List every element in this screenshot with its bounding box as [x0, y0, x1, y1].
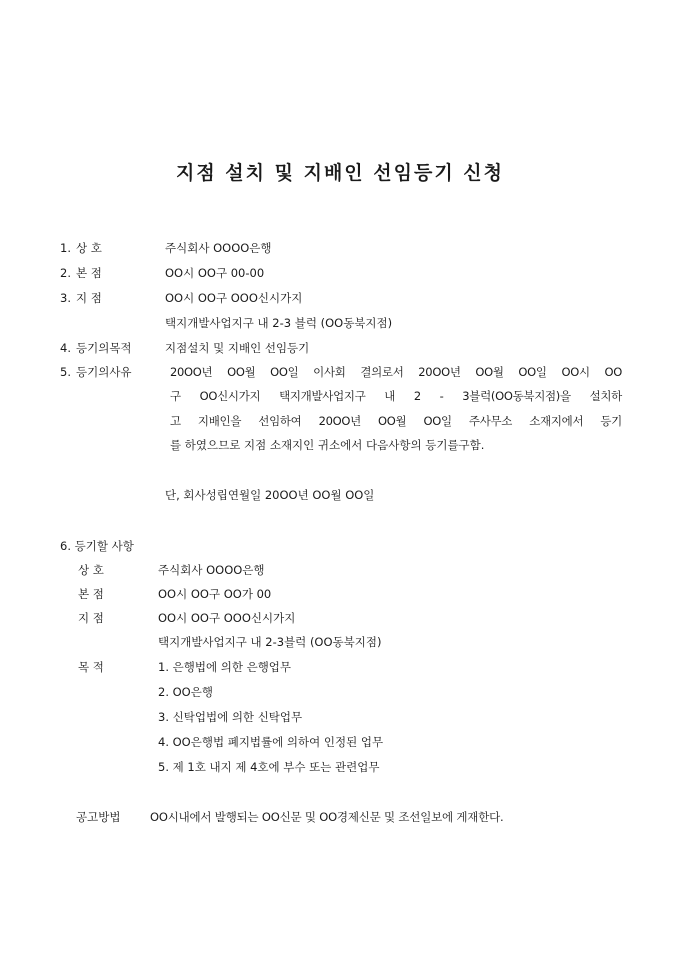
purpose-item: 4. OO은행법 폐지법률에 의하여 인정된 업무	[158, 735, 384, 749]
section-6-branch-label: 지 점	[78, 611, 104, 625]
item-3-value-line-2: 택지개발사업지구 내 2-3 블럭 (OO동북지점)	[165, 316, 393, 330]
item-5-label: 등기의사유	[76, 365, 132, 379]
item-4-value: 지점설치 및 지배인 선임등기	[165, 341, 310, 355]
section-6-purpose-label: 목 적	[78, 660, 104, 674]
section-6-head-office-value: OO시 OO구 OO가 00	[158, 587, 272, 601]
section-6-branch-value-line-2: 택지개발사업지구 내 2-3블럭 (OO동북지점)	[158, 635, 382, 649]
item-3-number: 3.	[60, 291, 71, 305]
section-6-head-office-label: 본 점	[78, 587, 104, 601]
notice-label: 공고방법	[76, 810, 121, 824]
item-5-note: 단, 회사성립연월일 20OO년 OO월 OO일	[165, 488, 375, 502]
item-1-label: 상 호	[76, 241, 102, 255]
section-6-name-value: 주식회사 OOOO은행	[158, 563, 265, 577]
item-5-reason-line-2: 구 OO신시가지 택지개발사업지구 내 2 - 3블럭(OO동북지점)을 설치하	[170, 389, 622, 403]
section-6-branch-value-line-1: OO시 OO구 OOO신시가지	[158, 611, 296, 625]
item-5-number: 5.	[60, 365, 71, 379]
item-1-value: 주식회사 OOOO은행	[165, 241, 272, 255]
item-2-number: 2.	[60, 266, 71, 280]
purpose-item: 5. 제 1호 내지 제 4호에 부수 또는 관련업무	[158, 760, 380, 774]
item-5-reason-line-1: 20OO년 OO월 OO일 이사회 결의로서 20OO년 OO월 OO일 OO시 OO	[170, 365, 622, 379]
item-5-reason-line-4: 를 하였으므로 지점 소재지인 귀소에서 다음사항의 등기를구함.	[170, 438, 485, 452]
notice-value: OO시내에서 발행되는 OO신문 및 OO경제신문 및 조선일보에 게재한다.	[150, 810, 504, 824]
item-2-label: 본 점	[76, 266, 102, 280]
item-3-label: 지 점	[76, 291, 102, 305]
section-6-name-label: 상 호	[78, 563, 104, 577]
item-5-reason-line-3: 고 지배인을 선임하여 20OO년 OO월 OO일 주사무소 소재지에서 등기	[170, 414, 622, 428]
item-2-value: OO시 OO구 00-00	[165, 266, 265, 280]
page-title: 지점 설치 및 지배인 선임등기 신청	[175, 162, 505, 184]
item-1-number: 1.	[60, 241, 71, 255]
item-4-number: 4.	[60, 341, 71, 355]
purpose-item: 1. 은행법에 의한 은행업무	[158, 660, 292, 674]
item-3-value-line-1: OO시 OO구 OOO신시가지	[165, 291, 303, 305]
item-4-label: 등기의목적	[76, 341, 132, 355]
section-6-heading: 6. 등기할 사항	[60, 539, 134, 553]
purpose-item: 2. OO은행	[158, 685, 213, 699]
purpose-item: 3. 신탁업법에 의한 신탁업무	[158, 710, 303, 724]
